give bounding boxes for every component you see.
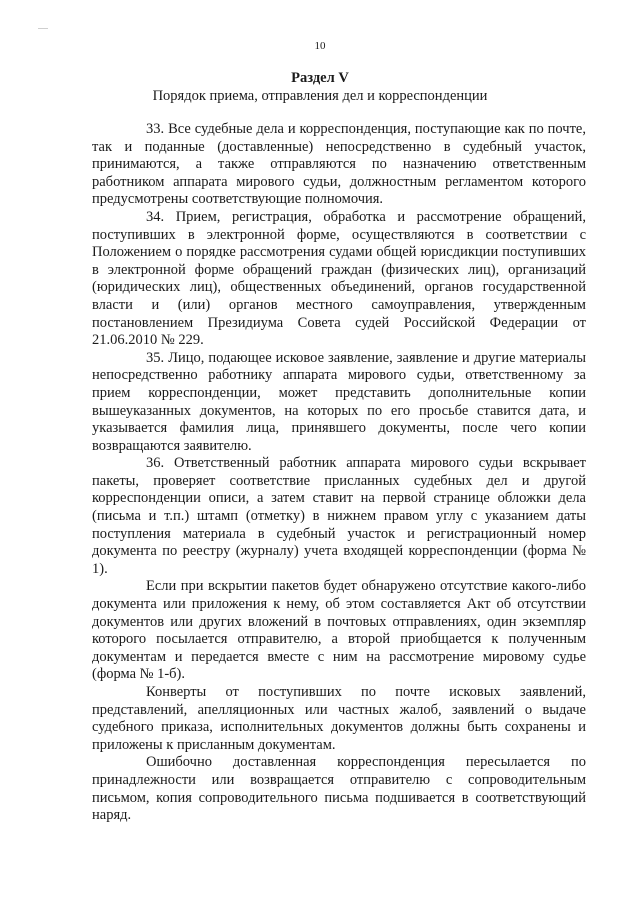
paragraph-36: 36. Ответственный работник аппарата мирового судьи вскрывает пакеты, проверяет соответствие присланных судебных дел и другой корреспонденции описи, а затем ставит на первой странице обложки дела (письма и т.п.) штамп (отметку) в нижнем правом углу с указанием даты поступления материала в судебный участок и регистрационный номер документа по реестру (журналу) учета входящей корреспонденции (форма № 1).	[92, 455, 586, 577]
scan-artifact	[38, 28, 48, 29]
page-number: 10	[314, 40, 326, 52]
paragraph-misdelivered: Ошибочно доставленная корреспонденция пересылается по принадлежности или возвращается отправителю с сопроводительным письмом, копия сопроводительного письма подшивается в соответствующий наряд.	[92, 754, 586, 824]
paragraph-35: 35. Лицо, подающее исковое заявление, заявление и другие материалы непосредственно работнику аппарата мирового судьи, ответственному за прием корреспонденции, может представить дополнительные копии вышеуказанных документов, на которых по его просьбе ставится дата, и указывается фамилия лица, принявшего документы, после чего копии возвращаются заявителю.	[92, 349, 586, 454]
section-subtitle: Порядок приема, отправления дел и корреспонденции	[152, 88, 488, 104]
paragraph-33: 33. Все судебные дела и корреспонденция, поступающие как по почте, так и поданные (доставленные) непосредственно в судебный участок, принимаются, а также отправляются по назначению ответственным работником аппарата мирового судьи, должностным регламентом которого предусмотрены соответствующие полномочия.	[92, 121, 586, 208]
paragraph-34: 34. Прием, регистрация, обработка и рассмотрение обращений, поступивших в электронной форме, осуществляются в соответствии с Положением о порядке рассмотрения судами общей юрисдикции поступивших в электронной форме обращений граждан (физических лиц), организаций (юридических лиц), общественных объединений, органов государственной власти и (или) органов местного самоуправления, утвержденным постановлением Президиума Совета судей Российской Федерации от 21.06.2010 № 229.	[92, 208, 586, 349]
section-title: Раздел V	[291, 70, 349, 86]
paragraph-missing-documents: Если при вскрытии пакетов будет обнаружено отсутствие какого-либо документа или приложения к нему, об этом составляется Акт об отсутствии документов или других вложений в почтовых отправлениях, один экземпляр которого посылается отправителю, а второй приобщается к полученным документам и передается вместе с ним на рассмотрение мировому судье (форма № 1-б).	[92, 578, 586, 683]
paragraph-envelopes: Конверты от поступивших по почте исковых заявлений, представлений, апелляционных или частных жалоб, заявлений о выдаче судебного приказа, исполнительных документов должны быть сохранены и приложены к присланным документам.	[92, 684, 586, 753]
document-body	[92, 121, 586, 825]
